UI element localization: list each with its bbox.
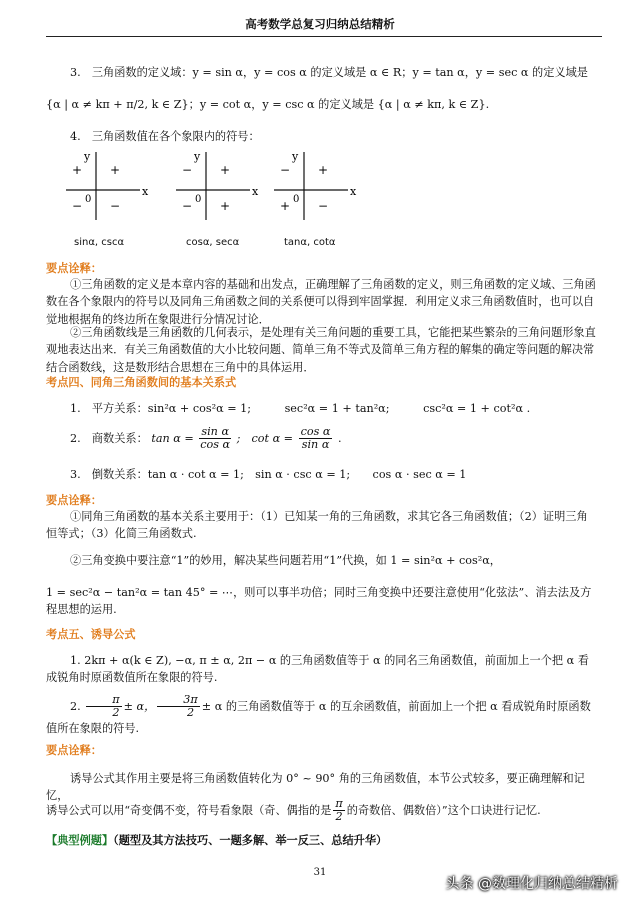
y-axis-label: y [292,150,299,163]
three-half-pi-den: 2 [186,706,195,720]
quadrant3-sign: − [72,199,83,213]
tan-fraction-num: sin α [201,425,229,438]
tan-fraction-den: cos α [200,438,231,452]
x-axis-label: x [252,185,259,198]
note2-paragraph1: ①同角三角函数的基本关系主要用于：（1）已知某一角的三角函数，求其它各三角函数值；（2）证明三角恒等式；（3）化简三角函数式. [46,510,588,541]
origin-label: 0 [195,194,202,205]
half-pi-num: π [86,694,121,707]
section4-square-relation: 1. 平方关系：sin²α + cos²α = 1; sec²α = 1 + tan²α; csc²α = 1 + cot²α . [70,402,531,415]
quadrant2-sign: + [72,163,83,177]
y-axis-label: y [84,150,91,163]
note3-p2b: 的奇数倍、偶数倍）”这个口诀进行记忆. [346,803,541,817]
section5-formula1: 1. 2kπ + α(k ∈ Z), −α, π ± α, 2π − α 的三角函数值等于 α 的同名三角函数值，前面加上一个把 α 看成锐角时原函数值所在象限的符号. [46,654,589,685]
note2-title: 要点诠释： [46,494,102,507]
note1-paragraph1: ①三角函数的定义是本章内容的基础和出发点，正确理解了三角函数的定义，则三角函数的定义域、三角函数在各个象限内的符号以及同角三角函数之间的关系便可以得到牢固掌握．利用定义求三角函数值时，也可以自觉地根据角的终边所在象限进行分情况讨论． [46,278,596,326]
page-header-title: 高考数学总复习归纳总结精析 [245,17,395,31]
section5-formula2 [46,694,598,737]
quadrant-diagram-cos [172,148,272,223]
section4-reciprocal-relation: 3. 倒数关系：tan α · cot α = 1; sin α · csc α = 1; cos α · sec α = 1 [70,468,467,481]
section4-quotient-relation [70,426,342,452]
header-divider [46,36,602,37]
quadrant3-sign: − [182,199,193,213]
quadrant2-sign: − [182,163,193,177]
origin-label: 0 [293,194,300,205]
note2-paragraph2a: ②三角变换中要注意“1”的妙用，解决某些问题若用“1”代换，如 1 = sin²α + cos²α， [70,554,501,567]
y-axis-label: y [194,150,201,163]
cot-fraction [299,426,333,452]
quotient-end: . [338,431,342,445]
quadrant-diagram-tan [270,148,370,223]
quadrant1-sign: + [220,163,231,177]
note3-fraction-den: 2 [335,810,343,824]
formula2-label: 2. [70,699,81,713]
three-half-pi-num: 3π [157,694,199,707]
item3-line2: {α | α ≠ kπ + π/2, k ∈ Z}；y = cot α，y = csc α 的定义域是 {α | α ≠ kπ, k ∈ Z}. [46,98,490,111]
note2-paragraph2b: 1 = sec²α − tan²α = tan 45° = ⋯，则可以事半功倍；同时三角变换中还要注意使用“化弦法”、消去法及方程思想的运用. [46,586,592,617]
note3-fraction-num: π [335,797,343,810]
watermark: 头条 @数理化归纳总结精析 [445,876,618,892]
quadrant2-sign: − [280,163,291,177]
note1-paragraph2: ②三角函数线是三角函数的几何表示，是处理有关三角问题的重要工具，它能把某些繁杂的三角问题形象直观地表达出来．有关三角函数值的大小比较问题、简单三角不等式及简单三角方程的解集的确定等问题的解决常结合函数线，这是数形结合思想在三角中的具体运用． [46,326,596,374]
tan-fraction [199,426,231,452]
formula2-text: ± α 的三角函数值等于 α 的互余函数值，前面加上一个把 α 看成锐角时原函数值所在象限的符号. [46,699,591,735]
half-pi-den: 2 [112,706,120,720]
quadrant4-sign: − [110,199,121,213]
cot-fraction-num: cos α [300,425,331,438]
examples-label: 【典型例题】 [46,834,114,847]
note3-fraction [333,798,344,824]
examples-text: （题型及其方法技巧、一题多解、举一反三、总结升华） [113,834,388,847]
note1-title: 要点诠释： [46,262,102,275]
diagram-caption-cos: cosα, secα [186,237,240,248]
x-axis-label: x [350,185,357,198]
tan-eq: tan α = [151,431,194,445]
quadrant-diagram-sin [62,148,162,223]
note3-paragraph1: 诱导公式其作用主要是将三角函数值转化为 0° ~ 90° 角的三角函数值，本节公式较多，要正确理解和记忆， [46,772,585,803]
diagram-caption-sin: sinα, cscα [74,237,125,248]
note3-title: 要点诠释： [46,744,102,757]
page-number: 31 [313,867,327,878]
formula2-mid: ± α， [123,699,156,713]
cot-fraction-den: sin α [301,438,330,452]
three-half-pi-fraction [157,694,199,720]
quadrant4-sign: − [318,199,329,213]
quadrant4-sign: + [220,199,231,213]
x-axis-label: x [142,185,149,198]
item3-line1: 3. 三角函数的定义域：y = sin α，y = cos α 的定义域是 α ∈ R；y = tan α，y = sec α 的定义域是 [70,66,588,79]
quadrant1-sign: + [318,163,329,177]
quotient-label: 2. 商数关系： [70,431,148,445]
note3-p2a: 诱导公式可以用“奇变偶不变，符号看象限（奇、偶指的是 [46,803,332,817]
half-pi-fraction [86,694,121,720]
section4-title: 考点四、同角三角函数间的基本关系式 [46,376,237,389]
note3-paragraph2 [46,798,598,824]
origin-label: 0 [85,194,92,205]
quadrant3-sign: + [280,199,291,213]
cot-eq: ; cot α = [236,431,294,445]
quadrant1-sign: + [110,163,121,177]
item4-text: 4. 三角函数值在各个象限内的符号： [70,130,260,143]
section5-title: 考点五、诱导公式 [46,628,136,641]
diagram-caption-tan: tanα, cotα [284,237,336,248]
examples-heading [46,832,387,849]
